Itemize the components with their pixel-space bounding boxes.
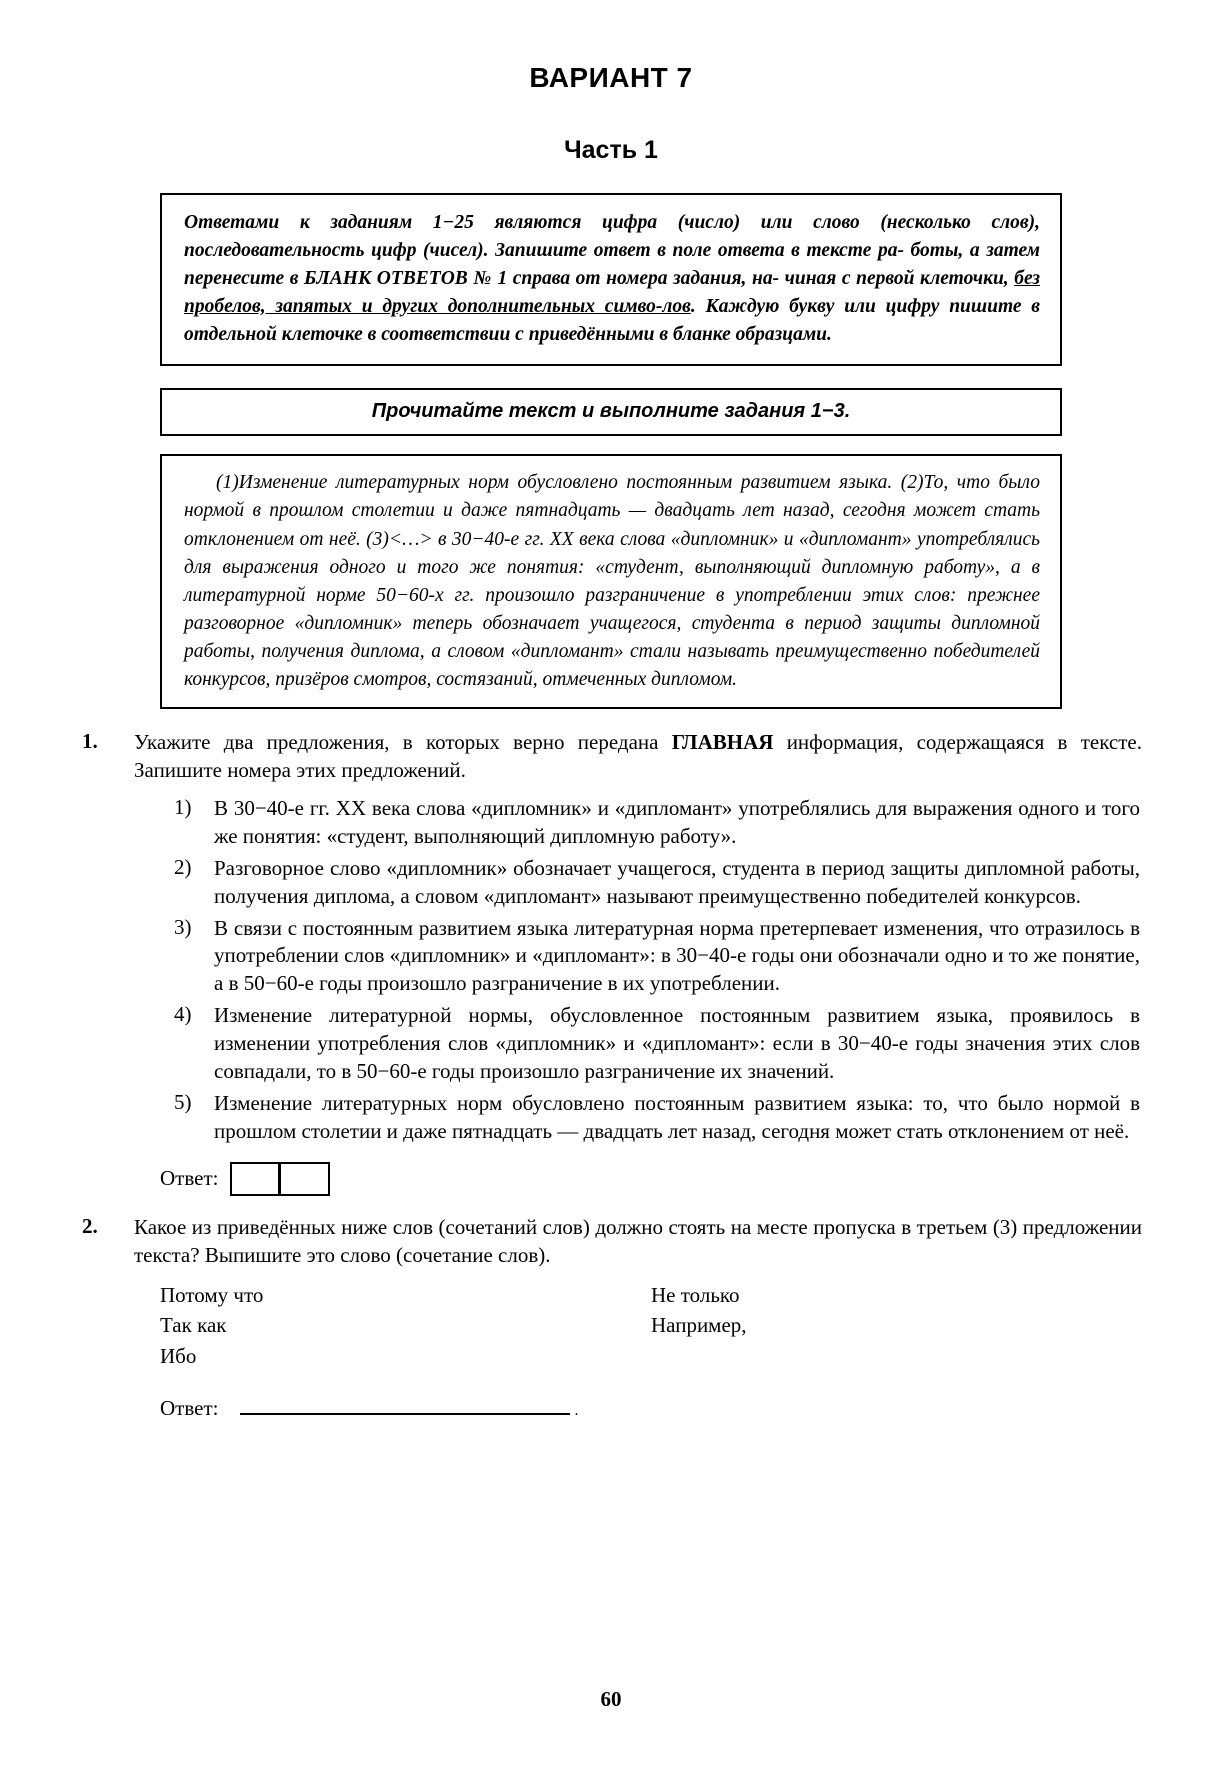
choice-item: Так как [160, 1313, 227, 1338]
answer-cell[interactable] [230, 1162, 280, 1196]
question-1-answer-row [160, 1162, 1142, 1196]
question-1-text-bold: ГЛАВНАЯ [671, 730, 774, 754]
question-2-answer-row [160, 1395, 1142, 1421]
choice-item: Потому что [160, 1282, 264, 1307]
choice-item: Не только [651, 1282, 740, 1307]
question-1-text-pre: Укажите два предложения, в которых верно передана [134, 730, 672, 754]
answer-period: . [574, 1402, 579, 1420]
question-1-text-post: информация, содержащаяся в тексте. Запишите номера этих предложений. [134, 730, 1142, 782]
option-text: В связи с постоянным развитием языка литературная норма претерпевает изменения, что отразилось в употреблении слов «дипломник» и «дипломант»: в 30−40-е годы они обозначали одно и то же понятие, а в 50−60-е годы произошло разграничение в их употреблении. [214, 915, 1140, 996]
question-1 [82, 729, 1142, 1196]
question-1-number: 1. [82, 729, 98, 753]
choice-item: Например, [651, 1313, 747, 1338]
list-item [160, 795, 1142, 851]
option-number: 4) [174, 1002, 192, 1027]
instruction-line-2: последовательность цифр (чисел). Запишите ответ в поле ответа в тексте ра- [184, 239, 904, 261]
option-number: 1) [174, 794, 192, 819]
instruction-line-3: боты, а затем перенесите в БЛАНК ОТВЕТОВ № 1 справа от номера задания, на- [184, 239, 1041, 289]
list-item [160, 1002, 1142, 1086]
page-title: ВАРИАНТ 7 [529, 62, 693, 93]
instruction-line-5-underline: лов [662, 295, 691, 317]
instruction-line-4-pre: чиная с первой клеточки, [784, 267, 1015, 289]
reading-passage-text [184, 469, 1040, 694]
option-text: Изменение литературной нормы, обусловленное постоянным развитием языка, проявилось в изменении употребления слов «дипломник» и «дипломант»: если в 30−40-е годы значения этих слов совпадали, то в 50−60-е годы произошло разграничение их значений. [214, 1003, 1140, 1084]
instruction-line-5-post: . Каждую букву или цифру пишите в отдельной клеточке в соответствии с [184, 295, 1041, 345]
instruction-line-6: приведёнными в бланке образцами. [528, 323, 832, 345]
choices-left-column [160, 1280, 651, 1371]
instruction-box [160, 193, 1062, 366]
page-number: 60 [600, 1687, 622, 1711]
document-page [0, 62, 1222, 1774]
answer-write-in-line[interactable] [240, 1395, 570, 1415]
option-number: 5) [174, 1090, 192, 1115]
option-number: 2) [174, 854, 192, 879]
part-title: Часть 1 [564, 136, 658, 164]
answer-label: Ответ: [160, 1166, 219, 1191]
option-text: Изменение литературных норм обусловлено постоянным развитием языка: то, что было нормой в прошлом столетии и даже пятнадцать — двадцать лет назад, сегодня может стать отклонением от неё. [214, 1091, 1140, 1143]
task-banner: Прочитайте текст и выполните задания 1−3. [160, 388, 1062, 436]
answer-cell[interactable] [280, 1162, 330, 1196]
choices-right-column [651, 1280, 1142, 1371]
instruction-line-4-underline: без пробелов, запятых и других дополнительных симво- [184, 267, 1040, 317]
choice-item: Ибо [160, 1343, 197, 1368]
question-1-options [160, 795, 1142, 1146]
question-2-number: 2. [82, 1213, 98, 1238]
answer-label: Ответ: [160, 1396, 219, 1421]
option-text: Разговорное слово «дипломник» обозначает учащегося, студента в период защиты дипломной работы, получения диплома, а словом «дипломант» называют преимущественно победителей конкурсов. [214, 855, 1140, 908]
question-2-text: Какое из приведённых ниже слов (сочетаний слов) должно стоять на месте пропуска в третьем (3) предложении текста? Выпишите это слово (сочетание слов). [134, 1214, 1142, 1267]
instruction-line-1: Ответами к заданиям 1−25 являются цифра (число) или слово (несколько слов), [184, 212, 1040, 233]
option-number: 3) [174, 914, 192, 939]
question-2 [82, 1213, 1142, 1421]
answer-input-cells[interactable] [230, 1162, 330, 1196]
question-1-text [134, 729, 1142, 785]
question-2-choices [160, 1280, 1142, 1371]
option-text: В 30−40-е гг. XX века слова «дипломник» и «дипломант» употреблялись для выражения одного и того же понятия: «студент, выполняющий дипломную работу». [214, 795, 1140, 848]
reading-passage-body: (1)Изменение литературных норм обусловлено постоянным развитием языка. (2)То, что было нормой в прошлом столетии и даже пятнадцать — двадцать лет назад, сегодня может стать отклонением от неё. (3)<…> в 30−40-е гг. XX века слова «дипломник» и «дипломант» употреблялись для выражения одного и того же понятия: «студент, выполняющий дипломную работу», а в литературной норме 50−60-х гг. произошло разграничение в употреблении этих слов: прежнее разговорное «дипломник» теперь обозначает учащегося, студента в период защиты дипломной работы, получения диплома, а словом «дипломант» стали называть преимущественно победителей конкурсов, призёров смотров, состязаний, отмеченных дипломом. [184, 472, 1040, 690]
instruction-text [184, 209, 1040, 348]
list-item [160, 1090, 1142, 1146]
reading-passage-box [160, 454, 1062, 709]
list-item [160, 915, 1142, 999]
list-item [160, 855, 1142, 911]
